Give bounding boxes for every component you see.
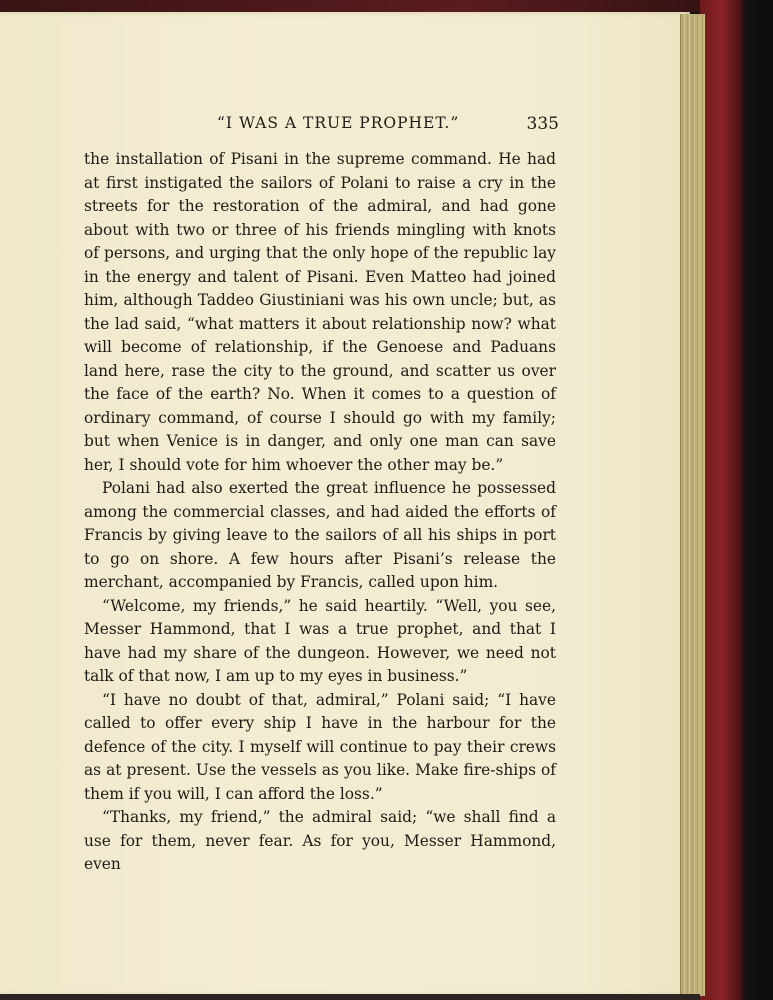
book-top-edge [0,0,773,12]
running-title: “I WAS A TRUE PROPHET.” [217,114,460,132]
paragraph: “Welcome, my friends,” he said heartily. “Well, you see, Messer Hammond, that I was a true prophet, and that I have had my share of the dungeon. However, we need not talk of that now, I am up to my eyes in business.” [84,596,556,685]
book-bottom-edge [0,994,700,1000]
page-edges [680,14,705,996]
paragraph: Polani had also exerted the great influence he possessed among the commercial classes, and had aided the efforts of Francis by giving leave to the sailors of all his ships in port to go on shore. A few hours after Pisani’s release the merchant, accompanied by Francis, called upon him. [84,479,556,591]
body-text [84,148,556,877]
paragraph: the installation of Pisani in the supreme command. He had at first instigated the sailors of Polani to raise a cry in the streets for the restoration of the admiral, and had gone about with two or three of his friends mingling with knots of persons, and urging that the only hope of the republic lay in the energy and talent of Pisani. Even Matteo had joined him, although Taddeo Giustiniani was his own uncle; but, as the lad said, “what matters it about relationship now? what will become of relationship, if the Genoese and Paduans land here, rase the city to the ground, and scatter us over the face of the earth? No. When it comes to a question of ordinary command, of course I should go with my family; but when Venice is in danger, and only one man can save her, I should vote for him whoever the other may be.” [84,150,556,474]
page-number: 335 [526,114,559,134]
paragraph: “I have no doubt of that, admiral,” Polani said; “I have called to offer every ship I have in the harbour for the defence of the city. I myself will continue to pay their crews as at present. Use the vessels as you like. Make fire-ships of them if you will, I can afford the loss.” [84,690,556,803]
paragraph: “Thanks, my friend,” the admiral said; “we shall find a use for them, never fear. As for you, Messer Hammond, even [84,808,556,873]
running-header [84,114,559,136]
book-cover-edge [700,0,773,1000]
